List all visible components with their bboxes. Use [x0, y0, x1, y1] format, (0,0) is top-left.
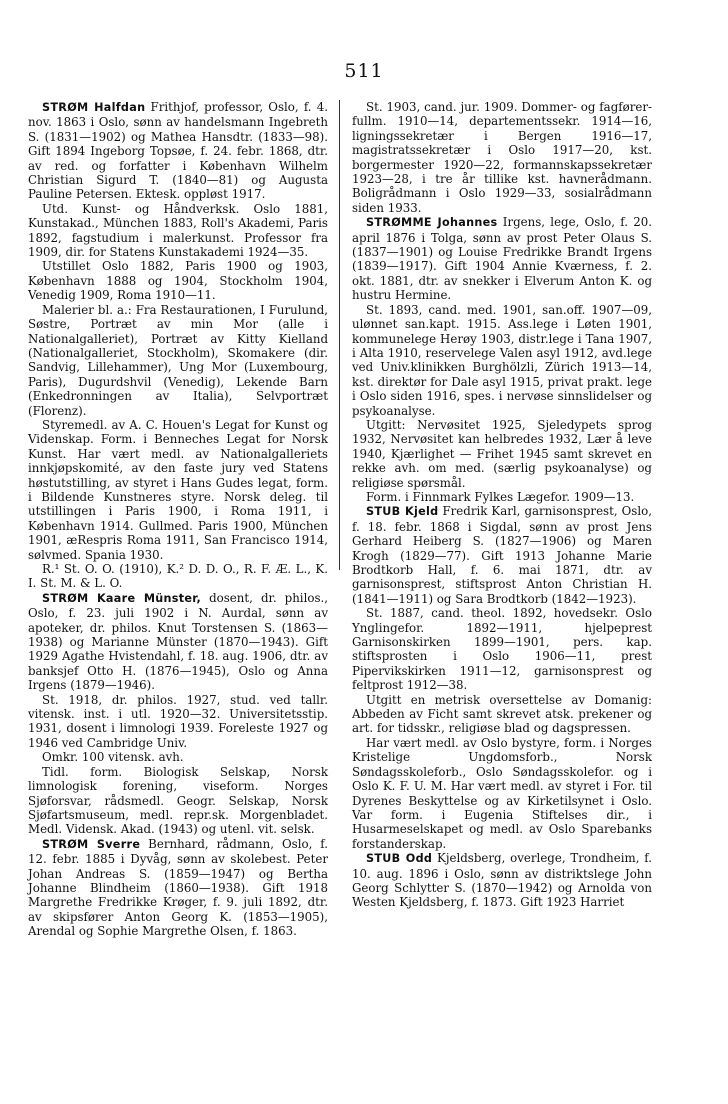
entry-text: St. 1893, cand. med. 1901, san.off. 1907—09, ulønnet san.kapt. 1915. Ass.lege i Løten 1901, kommunelege Herøy 1903, distr.lege i Tana 1907, i Alta 1910, reservelege Valen asyl 1912, avd.lege ved Univ.klinikken Burghölzli, Zürich 1913—14, kst. direktør for Dale asyl 1915, privat prakt. lege i Oslo siden 1916, spes. i nervøse sinnslidelser og psykoanalyse. — [352, 302, 652, 418]
entry-subparagraph — [352, 490, 652, 504]
entry-subparagraph — [28, 202, 328, 260]
entry-headword: STUB Kjeld — [366, 505, 439, 519]
entry-headword: STRØMME Johannes — [366, 216, 498, 230]
right-column — [352, 100, 652, 910]
entry-text: Tidl. form. Biologisk Selskap, Norsk limnologisk forening, viseform. Norges Sjøforsvar, rådsmedl. Geogr. Selskap, Norsk Sjøfartsmuseum, medl. repr.sk. Morgenbladet. Medl. Vidensk. Akad. (1943) og utenl. vit. selsk. — [28, 764, 328, 837]
entry-subparagraph — [28, 693, 328, 751]
entry-subparagraph — [28, 750, 328, 764]
entry-paragraph — [352, 851, 652, 910]
entry-paragraph — [352, 504, 652, 606]
entry-paragraph — [28, 100, 328, 202]
entry-paragraph — [352, 215, 652, 302]
entry-text: St. 1903, cand. jur. 1909. Dommer- og fagførerfullm. 1910—14, departementssekr. 1914—16, ligningssekretær i Bergen 1916—17, magistratssekretær i Oslo 1917—20, kst. borgermester 1920—22, formannskapssekretær 1923—28, i tre år tillike kst. havnerådmann. Boligrådmann i Oslo 1929—33, sosialrådmann siden 1933. — [352, 100, 652, 215]
entry-text: Frithjof, professor, Oslo, f. 4. nov. 1863 i Oslo, sønn av handelsmann Ingebreth S. (1831—1902) og Mathea Hansdtr. (1833—98). Gift 1894 Ingeborg Topsøe, f. 24. febr. 1868, dtr. av red. og forfatter i København Wilhelm Christian Sigurd T. (1840—81) og Augusta Pauline Petersen. Ektesk. oppløst 1917. — [28, 100, 328, 202]
entry-subparagraph — [28, 418, 328, 562]
column-divider — [339, 100, 340, 570]
entry-headword: STRØM Kaare Münster, — [42, 591, 202, 605]
entry-headword: STUB Odd — [366, 852, 433, 866]
entry-text: Irgens, lege, Oslo, f. 20. april 1876 i Tolga, sønn av prost Peter Olaus S. (1837—1901) og Louise Fredrikke Brandt Irgens (1839—1917). Gift 1904 Annie Kværness, f. 2. okt. 1881, dtr. av snekker i Elverum Anton K. og hustru Hermine. — [352, 215, 652, 303]
entry-text: Styremedl. av A. C. Houen's Legat for Kunst og Videnskap. Form. i Benneches Legat for Norsk Kunst. Har vært medl. av Nationalgalleriets innkjøpskomité, av den faste jury ved Statens høstutstilling, av styret i Hans Gudes legat, form. i Bildende Kunstneres styre. Norsk deleg. til utstillingen i Paris 1900, i Roma 1911, i København 1914. Gullmed. Paris 1900, München 1901, æRespris Roma 1911, San Francisco 1914, sølvmed. Spania 1930. — [28, 417, 328, 562]
page-number: 511 — [344, 60, 384, 82]
entry-subparagraph — [352, 693, 652, 736]
entry-text: Kjeldsberg, overlege, Trondheim, f. 10. aug. 1896 i Oslo, sønn av distriktslege John Georg Schlytter S. (1870—1942) og Arnolda von Westen Kjeldsberg, f. 1873. Gift 1923 Harriet — [352, 851, 652, 910]
entry-text: dosent, dr. philos., Oslo, f. 23. juli 1902 i N. Aurdal, sønn av apoteker, dr. philos. Knut Torstensen S. (1863—1938) og Marianne Münster (1870—1943). Gift 1929 Agathe Hvistendahl, f. 18. aug. 1906, dtr. av banksjef Otto H. (1876—1945), Oslo og Anna Irgens (1879—1946). — [28, 590, 329, 693]
entry-subparagraph — [28, 303, 328, 418]
entry-text: Omkr. 100 vitensk. avh. — [42, 750, 184, 765]
entry-text: Fredrik Karl, garnisonsprest, Oslo, f. 18. febr. 1868 i Sigdal, sønn av prost Jens Gerhard Heiberg S. (1827—1906) og Maren Krogh (1829—77). Gift 1913 Johanne Marie Brodtkorb Hall, f. 6. mai 1871, dtr. av garnisonsprest, stiftsprost Anton Christian H. (1841—1911) og Sara Brodtkorb (1842—1923). — [352, 504, 652, 606]
entry-subparagraph — [352, 100, 652, 215]
entry-subparagraph — [352, 606, 652, 692]
entry-headword: STRØM Halfdan — [42, 101, 146, 114]
entry-text: R.¹ St. O. O. (1910), K.² D. D. O., R. F. Æ. L., K. I. St. M. & L. O. — [28, 562, 328, 591]
entry-text: Utstillet Oslo 1882, Paris 1900 og 1903, København 1888 og 1904, Stockholm 1904, Venedig 1909, Roma 1910—11. — [28, 259, 328, 303]
entry-subparagraph — [28, 562, 328, 591]
entry-paragraph — [28, 837, 328, 939]
entry-paragraph — [28, 591, 328, 693]
entry-text: Utd. Kunst- og Håndverksk. Oslo 1881, Kunstakad., München 1883, Roll's Akademi, Paris 1892, fagstudium i malerkunst. Professor fra 1909, dir. for Statens Kunstakademi 1924—35. — [28, 201, 328, 260]
entry-subparagraph — [28, 259, 328, 302]
entry-text: Utgitt en metrisk oversettelse av Domanig: Abbeden av Ficht samt skrevet atsk. prekener og art. for tidsskr., religiøse blad og dagspressen. — [352, 692, 652, 736]
entry-subparagraph — [352, 418, 652, 490]
entry-subparagraph — [352, 303, 652, 418]
left-column — [28, 100, 328, 939]
entry-headword: STRØM Sverre — [42, 837, 141, 851]
entry-text: Malerier bl. a.: Fra Restaurationen, I Furulund, Søstre, Portræt av min Mor (alle i Nationalgalleriet), Portræt av Kitty Kielland (Nationalgalleriet, Stockholm), Skomakere (dir. Sandvig, Lillehammer), Ung Mor (Luxembourg, Paris), Dugurdshvil (Venedig), Lekende Barn (Enkedronningen av Italia), Selvportræt (Florenz). — [28, 302, 328, 418]
entry-subparagraph — [352, 736, 652, 851]
entry-subparagraph — [28, 765, 328, 837]
entry-text: St. 1918, dr. philos. 1927, stud. ved tallr. vitensk. inst. i utl. 1920—32. Universitetsstip. 1931, dosent i limnologi 1939. Foreleste 1927 og 1946 ved Cambridge Univ. — [28, 692, 328, 750]
entry-text: Utgitt: Nervøsitet 1925, Sjeledypets sprog 1932, Nervøsitet kan helbredes 1932, Lær å leve 1940, Kjærlighet — Frihet 1945 samt skrevet en rekke avh. om med. (særlig psykoanalyse) og religiøse spørsmål. — [352, 417, 652, 490]
entry-text: Bernhard, rådmann, Oslo, f. 12. febr. 1885 i Dyvåg, sønn av skolebest. Peter Johan Andreas S. (1859—1947) og Bertha Johanne Blindheim (1860—1938). Gift 1918 Margrethe Fredrikke Krøger, f. 9. juli 1892, dtr. av skipsfører Anton Georg K. (1853—1905), Arendal og Sophie Margrethe Olsen, f. 1863. — [28, 836, 328, 939]
entry-text: St. 1887, cand. theol. 1892, hovedsekr. Oslo Ynglingefor. 1892—1911, hjelpeprest Garnisonskirken 1899—1901, pers. kap. stiftsprosten i Oslo 1906—11, prest Pipervikskirken 1911—12, garnisonsprest og feltprost 1912—38. — [352, 606, 652, 693]
entry-text: Form. i Finnmark Fylkes Lægefor. 1909—13. — [366, 489, 635, 504]
entry-text: Har vært medl. av Oslo bystyre, form. i Norges Kristelige Ungdomsforb., Norsk Søndagsskoleforb., Oslo Søndagsskolefor. og i Oslo K. F. U. M. Har vært medl. av styret i For. til Dyrenes Beskyttelse og av Kirketilsynet i Oslo. Var form. i Eugenia Stiftelses dir., i Husarmeselskapet og medl. av Oslo Sparebanks forstanderskap. — [352, 735, 652, 851]
